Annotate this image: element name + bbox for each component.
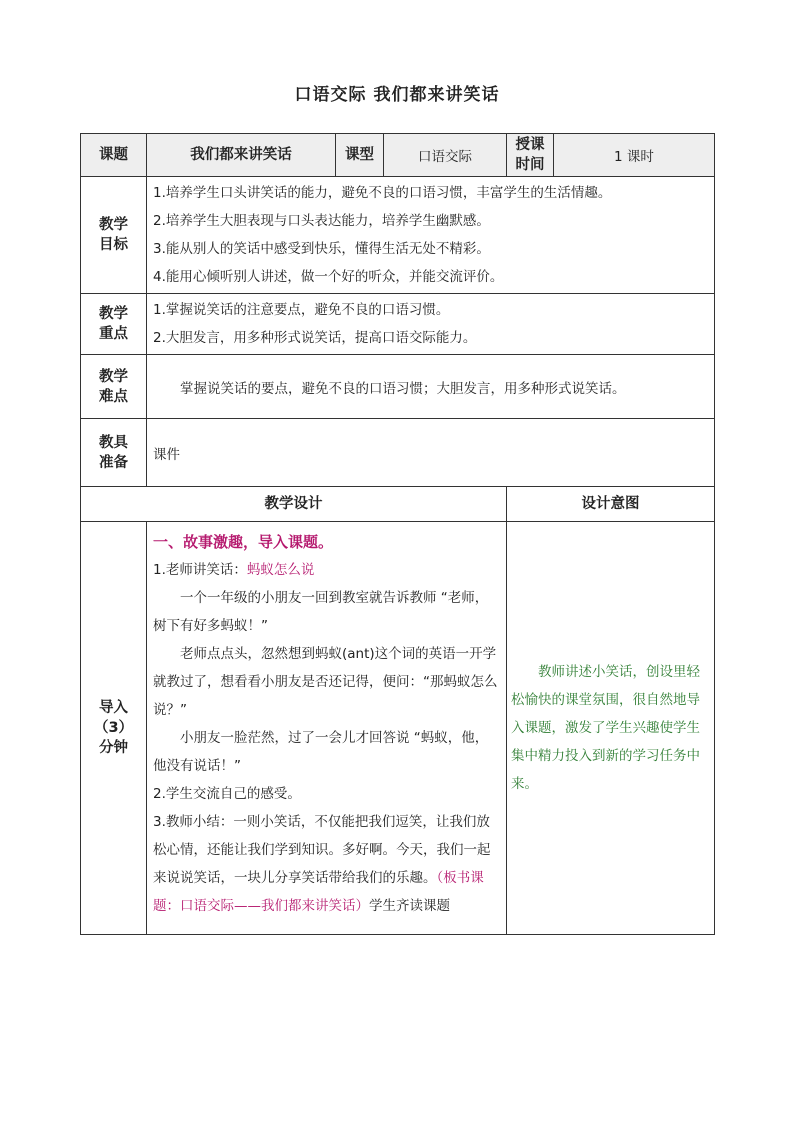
step-3-main: 3.教师小结：一则小笑话，不仅能把我们逗笑，让我们放松心情，还能让我们学到知识。多好啊。今天，我们一起来说说笑话，一块儿分享笑话带给我们的乐趣。 <box>153 814 491 886</box>
difficulties-text: 掌握说笑话的要点，避免不良的口语习惯；大胆发言，用多种形式说笑话。 <box>147 355 715 419</box>
objective-item: 2.培养学生大胆表现与口头表达能力，培养学生幽默感。 <box>153 213 490 229</box>
design-left-header: 教学设计 <box>81 487 507 522</box>
lesson-plan-table <box>80 133 715 935</box>
type-label: 课型 <box>336 134 384 177</box>
intro-row <box>81 522 715 935</box>
objective-item: 1.培养学生口头讲笑话的能力，避免不良的口语习惯，丰富学生的生活情趣。 <box>153 185 612 201</box>
design-right-header: 设计意图 <box>507 487 715 522</box>
objectives-label: 教学目标 <box>81 177 147 294</box>
joke-paragraph: 一个一年级的小朋友一回到教室就告诉教师 “老师，树下有好多蚂蚁！” <box>153 590 489 634</box>
materials-row <box>81 419 715 487</box>
objectives-content <box>147 177 715 294</box>
topic-label: 课题 <box>81 134 147 177</box>
materials-label: 教具准备 <box>81 419 147 487</box>
design-intent: 教师讲述小笑话，创设里轻松愉快的课堂氛围，很自然地导入课题，激发了学生兴趣使学生集中精力投入到新的学习任务中来。 <box>507 522 715 935</box>
step-2: 2.学生交流自己的感受。 <box>153 786 301 802</box>
intro-label: 导入（3）分钟 <box>81 522 147 935</box>
page-title: 口语交际 我们都来讲笑话 <box>294 85 500 105</box>
time-label: 授课时间 <box>507 134 554 177</box>
key-points-label: 教学重点 <box>81 294 147 355</box>
step-1-prefix: 1.老师讲笑话： <box>153 562 247 578</box>
joke-paragraph: 小朋友一脸茫然，过了一会儿才回答说 “蚂蚁，他，他没有说话！” <box>153 730 489 774</box>
section-heading: 一、故事激趣，导入课题。 <box>153 533 334 551</box>
joke-paragraph: 老师点点头，忽然想到蚂蚁(ant)这个词的英语一开学就教过了，想看看小朋友是否还记得，便问：“那蚂蚁怎么说？” <box>153 646 498 718</box>
header-row <box>81 134 715 177</box>
design-header-row <box>81 487 715 522</box>
difficulties-row <box>81 355 715 419</box>
key-points-content <box>147 294 715 355</box>
materials-text: 课件 <box>147 419 715 487</box>
joke-title: 蚂蚁怎么说 <box>246 562 315 578</box>
intro-content <box>147 522 507 935</box>
type-value: 口语交际 <box>384 134 507 177</box>
step-1 <box>153 556 500 584</box>
step-3-tail: 学生齐读课题 <box>369 898 450 914</box>
time-value: 1 课时 <box>554 134 715 177</box>
board-note: （板书课题：口语交际——我们都来讲笑话） <box>153 870 484 914</box>
difficulties-label: 教学难点 <box>81 355 147 419</box>
objectives-row <box>81 177 715 294</box>
key-points-row <box>81 294 715 355</box>
key-point-item: 1.掌握说笑话的注意要点，避免不良的口语习惯。 <box>153 302 450 318</box>
topic-value: 我们都来讲笑话 <box>147 134 336 177</box>
objective-item: 3.能从别人的笑话中感受到快乐，懂得生活无处不精彩。 <box>153 241 490 257</box>
objective-item: 4.能用心倾听别人讲述，做一个好的听众，并能交流评价。 <box>153 269 504 285</box>
step-3 <box>153 808 500 920</box>
key-point-item: 2.大胆发言，用多种形式说笑话，提高口语交际能力。 <box>153 330 477 346</box>
